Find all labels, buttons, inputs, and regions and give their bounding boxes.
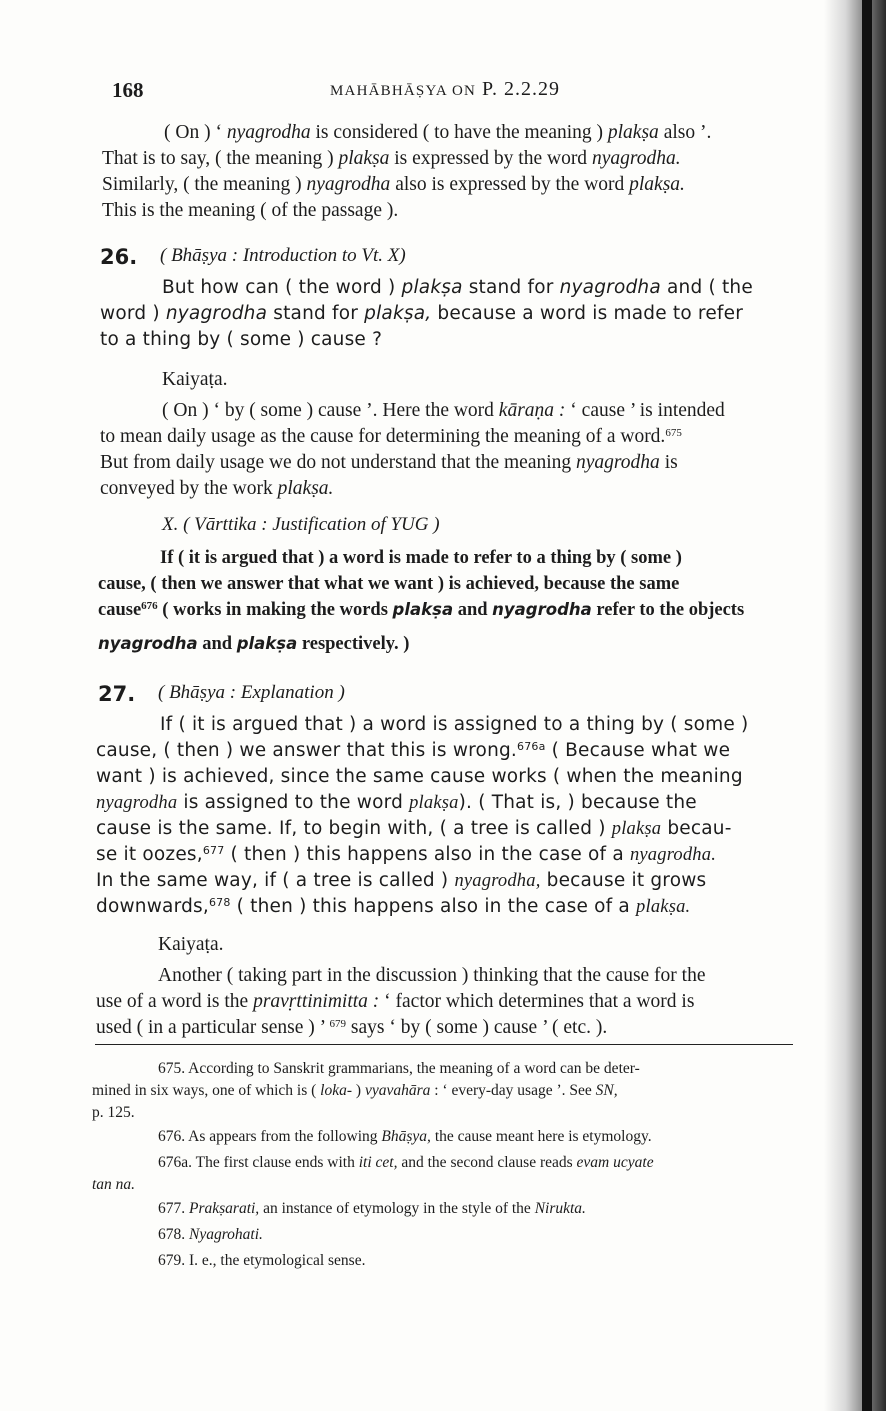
footnote: 675. According to Sanskrit grammarians, the meaning of a word can be deter-	[158, 1060, 640, 1077]
section-heading: ( Bhāṣya : Introduction to Vt. X)	[160, 245, 406, 266]
footnote: 678. Nyagrohati.	[158, 1226, 263, 1243]
kaiyata-heading: Kaiyaṭa.	[158, 934, 224, 955]
scan-page-edge	[824, 0, 886, 1411]
footnote-rule	[95, 1044, 793, 1045]
running-head-ref: P. 2.2.29	[476, 78, 560, 100]
bhasya-line: want ) is achieved, since the same cause works ( when the meaning	[96, 766, 743, 787]
bhasya-line: But how can ( the word ) plakṣa stand for nyagrodha and ( the	[162, 277, 753, 298]
varttika-line: cause$^{676}$ ( works in making the words plakṣa and nyagrodha refer to the objects	[98, 600, 745, 620]
kaiyata-line: But from daily usage we do not understand that the meaning nyagrodha is	[100, 452, 678, 473]
varttika-line: nyagrodha and plakṣa respectively. )	[98, 634, 410, 654]
kaiyata-line: used ( in a particular sense ) ’ $^{679}$ says ‘ by ( some ) cause ’ ( etc. ).	[96, 1017, 608, 1038]
section-number: 26.	[100, 245, 138, 269]
kaiyata-line: Another ( taking part in the discussion ) thinking that the cause for the	[158, 965, 706, 986]
bhasya-line: downwards,$^{678}$ ( then ) this happens also in the case of a plakṣa.	[96, 896, 691, 917]
scan-binding-shadow	[862, 0, 872, 1411]
page-number: 168	[112, 78, 144, 102]
bhasya-line: cause, ( then ) we answer that this is wrong.$^{676a}$ ( Because what we	[96, 740, 731, 761]
footnote-ref: 675	[665, 427, 682, 439]
footnote: tan na.	[92, 1176, 136, 1193]
footnote-ref: 679	[329, 1018, 347, 1030]
para1-line: This is the meaning ( of the passage ).	[102, 200, 399, 221]
bhasya-line: nyagrodha is assigned to the word plakṣa). ( That is, ) because the	[96, 792, 697, 813]
bhasya-line: se it oozes,$^{677}$ ( then ) this happens also in the case of a nyagrodha.	[96, 844, 717, 865]
varttika-heading: X. ( Vārttika : Justification of YUG )	[162, 514, 440, 535]
running-head-title: MAHĀBHĀṢYA ON	[330, 83, 477, 99]
footnote-ref: 677	[202, 844, 225, 857]
footnote: 676a. The first clause ends with iti cet, and the second clause reads evam ucyate	[158, 1154, 654, 1171]
footnote: p. 125.	[92, 1104, 135, 1121]
para1-line: ( On ) ‘ nyagrodha is considered ( to have the meaning ) plakṣa also ’.	[164, 122, 712, 143]
running-head	[330, 78, 560, 101]
varttika-line: cause, ( then we answer that what we want ) is achieved, because the same	[98, 574, 680, 594]
footnote-ref: 676	[141, 600, 158, 612]
bhasya-line: word ) nyagrodha stand for plakṣa, because a word is made to refer	[100, 303, 744, 324]
footnote: 679. I. e., the etymological sense.	[158, 1252, 366, 1269]
varttika-line: If ( it is argued that ) a word is made to refer to a thing by ( some )	[160, 548, 682, 568]
footnote: 677. Prakṣarati, an instance of etymology in the style of the Nirukta.	[158, 1200, 586, 1217]
kaiyata-line: use of a word is the pravṛttinimitta : ‘ factor which determines that a word is	[96, 991, 695, 1012]
section-heading: ( Bhāṣya : Explanation )	[158, 682, 345, 703]
para1-line: That is to say, ( the meaning ) plakṣa is expressed by the word nyagrodha.	[102, 148, 681, 169]
kaiyata-line: ( On ) ‘ by ( some ) cause ’. Here the word kāraṇa : ‘ cause ’ is intended	[162, 400, 725, 421]
bhasya-line: In the same way, if ( a tree is called ) nyagrodha, because it grows	[96, 870, 707, 891]
footnote-ref: 676a	[517, 740, 546, 753]
footnote: mined in six ways, one of which is ( loka- ) vyavahāra : ‘ every-day usage ’. See SN,	[92, 1082, 618, 1099]
kaiyata-heading: Kaiyaṭa.	[162, 369, 228, 390]
bhasya-line: to a thing by ( some ) cause ?	[100, 329, 383, 350]
kaiyata-line: conveyed by the work plakṣa.	[100, 478, 334, 499]
kaiyata-line: to mean daily usage as the cause for determining the meaning of a word.$^{675}$	[100, 426, 682, 447]
footnote-ref: 678	[208, 896, 231, 909]
bhasya-line: If ( it is argued that ) a word is assigned to a thing by ( some )	[160, 714, 749, 735]
bhasya-line: cause is the same. If, to begin with, ( a tree is called ) plakṣa becau-	[96, 818, 732, 839]
footnote: 676. As appears from the following Bhāṣya, the cause meant here is etymology.	[158, 1128, 652, 1145]
section-number: 27.	[98, 682, 136, 706]
para1-line: Similarly, ( the meaning ) nyagrodha also is expressed by the word plakṣa.	[102, 174, 685, 195]
